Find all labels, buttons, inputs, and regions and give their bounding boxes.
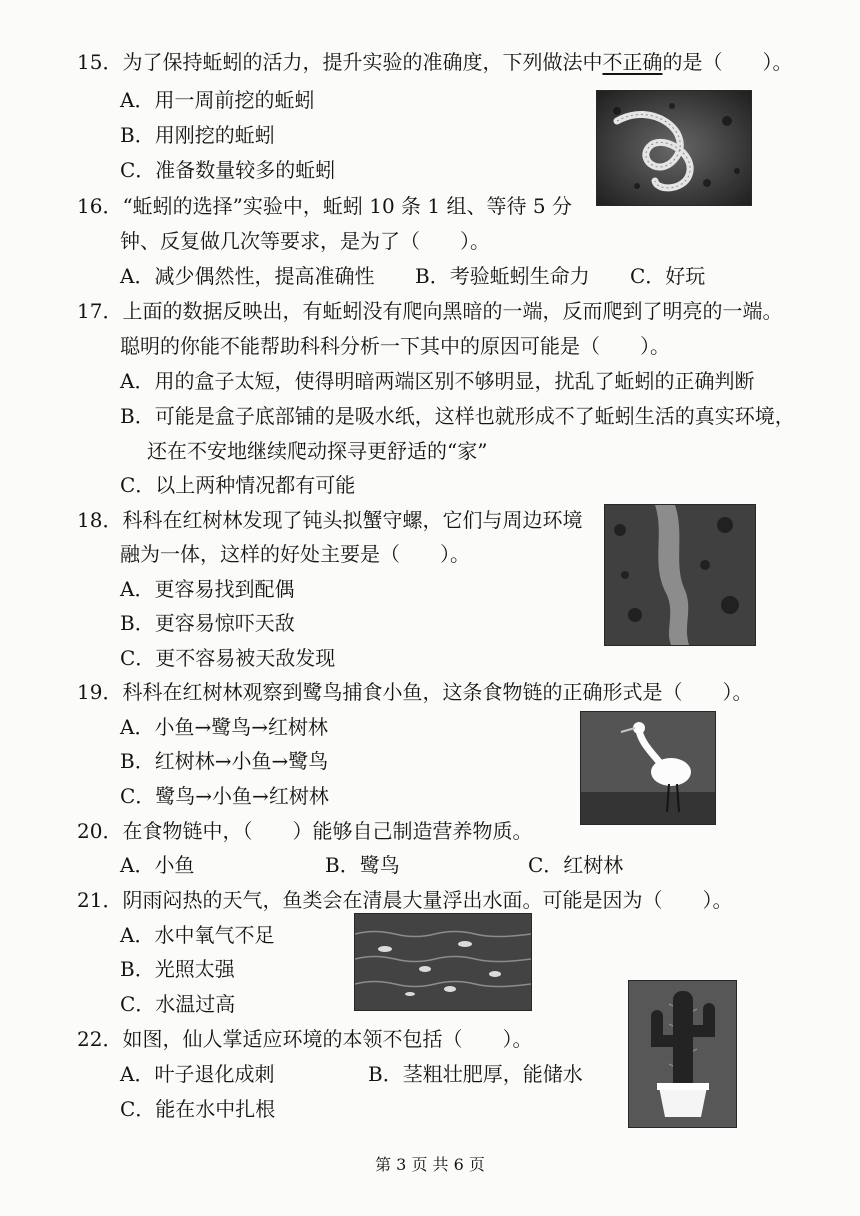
q21-option-b: B．光照太强 bbox=[120, 957, 235, 981]
question-18-stem-cont: 融为一体，这样的好处主要是（ ）。 bbox=[120, 542, 470, 566]
q21-option-a: A．水中氧气不足 bbox=[120, 923, 275, 947]
q17-option-b-cont: 还在不安地继续爬动探寻更舒适的“家” bbox=[147, 439, 488, 463]
question-15-stem: 15．为了保持蚯蚓的活力，提升实验的准确度，下列做法中不正确的是（ ）。 bbox=[77, 50, 793, 74]
q15-option-a: A．用一周前挖的蚯蚓 bbox=[120, 88, 315, 112]
q19-option-a: A．小鱼→鹭鸟→红树林 bbox=[120, 715, 328, 739]
question-19-stem: 19．科科在红树林观察到鹭鸟捕食小鱼，这条食物链的正确形式是（ ）。 bbox=[77, 680, 753, 704]
q20-option-c: C．红树林 bbox=[528, 853, 624, 877]
q22-option-a: A．叶子退化成刺 bbox=[120, 1062, 275, 1086]
question-16-stem: 16．“蚯蚓的选择”实验中，蚯蚓 10 条 1 组、等待 5 分 bbox=[77, 194, 572, 218]
q21-option-c: C．水温过高 bbox=[120, 992, 236, 1016]
camouflage-illustration bbox=[605, 505, 755, 645]
q16-option-b: B．考验蚯蚓生命力 bbox=[415, 264, 590, 288]
snail-camouflage-photo bbox=[604, 504, 756, 646]
earthworm-photo bbox=[596, 90, 752, 206]
emphasis-underline: 不正确 bbox=[602, 50, 663, 74]
cactus-photo bbox=[628, 980, 737, 1128]
question-22-stem: 22．如图，仙人掌适应环境的本领不包括（ ）。 bbox=[77, 1027, 533, 1051]
q22-option-b: B．茎粗壮肥厚，能储水 bbox=[368, 1062, 583, 1086]
fish-surface-photo bbox=[354, 913, 532, 1011]
q17-option-a: A．用的盒子太短，使得明暗两端区别不够明显，扰乱了蚯蚓的正确判断 bbox=[120, 369, 755, 393]
q17-option-c: C．以上两种情况都有可能 bbox=[120, 473, 356, 497]
q20-option-b: B．鹭鸟 bbox=[325, 853, 400, 877]
q18-option-a: A．更容易找到配偶 bbox=[120, 577, 295, 601]
egret-illustration bbox=[581, 712, 715, 824]
q15-option-b: B．用刚挖的蚯蚓 bbox=[120, 123, 275, 147]
q15-option-c: C．准备数量较多的蚯蚓 bbox=[120, 158, 336, 182]
q18-option-c: C．更不容易被天敌发现 bbox=[120, 646, 336, 670]
q16-option-a: A．减少偶然性，提高准确性 bbox=[120, 264, 375, 288]
q20-option-a: A．小鱼 bbox=[120, 853, 195, 877]
question-20-stem: 20．在食物链中，（ ）能够自己制造营养物质。 bbox=[77, 819, 533, 843]
page-footer: 第 3 页 共 6 页 bbox=[375, 1155, 485, 1174]
fish-water-illustration bbox=[355, 914, 531, 1010]
q17-option-b: B．可能是盒子底部铺的是吸水纸，这样也就形成不了蚯蚓生活的真实环境， bbox=[120, 404, 795, 428]
question-18-stem: 18．科科在红树林发现了钝头拟蟹守螺，它们与周边环境 bbox=[77, 508, 583, 532]
earthworm-illustration bbox=[597, 91, 751, 205]
question-17-stem-cont: 聪明的你能不能帮助科科分析一下其中的原因可能是（ ）。 bbox=[120, 334, 670, 358]
question-16-stem-cont: 钟、反复做几次等要求，是为了（ ）。 bbox=[120, 229, 490, 253]
question-21-stem: 21．阴雨闷热的天气，鱼类会在清晨大量浮出水面。可能是因为（ ）。 bbox=[77, 888, 733, 912]
egret-photo bbox=[580, 711, 716, 825]
question-17-stem: 17．上面的数据反映出，有蚯蚓没有爬向黑暗的一端，反而爬到了明亮的一端。 bbox=[77, 299, 783, 323]
q18-option-b: B．更容易惊吓天敌 bbox=[120, 611, 295, 635]
q19-option-b: B．红树林→小鱼→鹭鸟 bbox=[120, 749, 329, 773]
cactus-illustration bbox=[629, 981, 736, 1127]
q16-option-c: C．好玩 bbox=[630, 264, 706, 288]
q22-option-c: C．能在水中扎根 bbox=[120, 1097, 276, 1121]
q19-option-c: C．鹭鸟→小鱼→红树林 bbox=[120, 784, 329, 808]
